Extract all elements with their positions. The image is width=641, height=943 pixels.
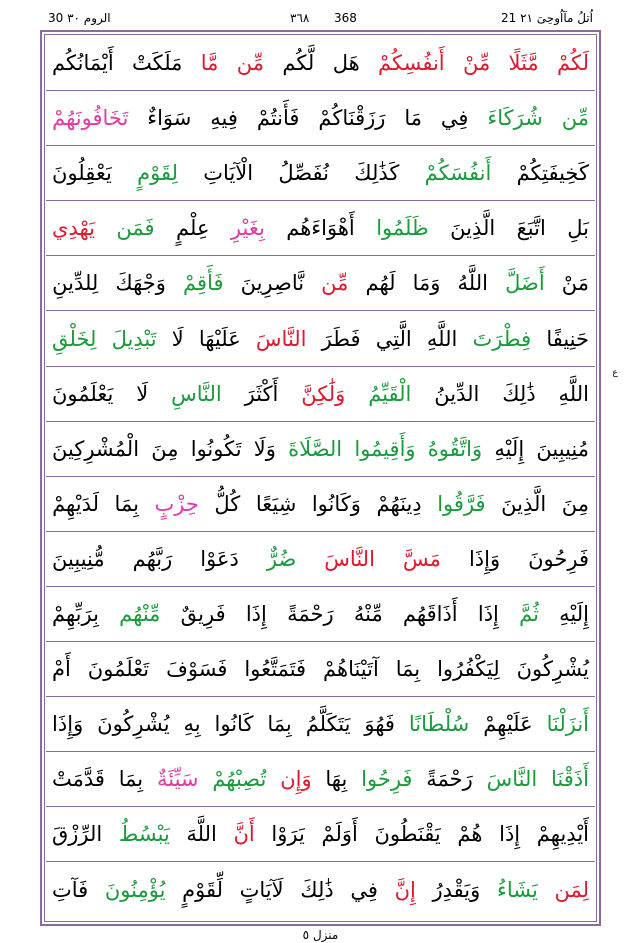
word: لَدَيْهِمْ — [52, 491, 99, 516]
text-line — [46, 256, 595, 311]
word: يُشْرِكُونَ — [516, 657, 589, 682]
word: بِغَيْرِ — [230, 216, 265, 241]
word: فِي — [350, 877, 378, 902]
word: اللَّهِ — [558, 381, 589, 406]
word: أَذَاقَهُم — [402, 601, 458, 626]
text-line — [46, 642, 595, 697]
word: فَرَّقُوا — [437, 491, 486, 516]
word: مُنِيبِينَ — [536, 436, 589, 461]
word: مِّنْ — [462, 51, 491, 76]
word: دَعَوْا — [200, 546, 239, 571]
word: رَحْمَةً — [287, 601, 334, 626]
word: إِذَا — [245, 601, 267, 626]
word: الْقَيِّمُ — [368, 381, 412, 406]
word: لِيَكْفُرُوا — [437, 657, 500, 682]
word: تَكُونُوا — [190, 436, 242, 461]
word: أَمْ — [52, 657, 71, 682]
word: النَّاسَ — [324, 546, 375, 571]
word: وَلَٰكِنَّ — [301, 381, 346, 406]
word: وَاتَّقُوهُ — [427, 436, 483, 461]
word: كُلُّ — [214, 491, 241, 516]
word: اللَّهُ — [457, 271, 488, 296]
word: لِّقَوْمٍ — [182, 877, 223, 902]
word: أَضَلَّ — [505, 271, 545, 296]
word: شُرَكَاءَ — [487, 106, 543, 131]
word: يَقْنَطُونَ — [374, 822, 441, 847]
word: يَرَوْا — [271, 822, 305, 847]
ruku-marker: ع — [612, 368, 618, 378]
word: لَا — [136, 381, 149, 406]
word: فَأَقِمْ — [183, 271, 224, 296]
text-line — [46, 367, 595, 422]
word: النَّاسِ — [171, 381, 222, 406]
word: رَحْمَةً — [426, 767, 473, 792]
word: يَشَاءُ — [496, 877, 538, 902]
word: وَجْهَكَ — [115, 271, 166, 296]
word: حِزْبٍ — [154, 491, 199, 516]
text-line — [46, 697, 595, 752]
word: فَهُوَ — [364, 712, 395, 737]
word: عَلَيْهَا — [198, 326, 241, 351]
word: ظَلَمُوا — [376, 216, 429, 241]
juz-name: 21 اُتلُ مآاُوحِیَ ٢١ — [500, 11, 593, 25]
word: اتَّبَعَ — [516, 216, 546, 241]
word: أَيْدِيهِمْ — [536, 822, 589, 847]
word: يُؤْمِنُونَ — [104, 877, 166, 902]
word: بِمَا — [267, 712, 292, 737]
word: لَا — [171, 326, 184, 351]
word: يَهْدِي — [52, 216, 95, 241]
word: الَّتِي — [375, 326, 412, 351]
word: إِلَيْهِ — [494, 436, 525, 461]
word: يَتَكَلَّمُ — [305, 712, 351, 737]
word: هَل — [332, 51, 360, 76]
word: فَآتِ — [52, 877, 89, 902]
word: الْمُشْرِكِينَ — [52, 436, 140, 461]
word: فَأَنتُمْ — [256, 106, 300, 131]
word: وَإِذَا — [468, 546, 501, 571]
word: ذَٰلِكَ — [502, 381, 536, 406]
word: نُفَصِّلُ — [278, 161, 329, 186]
word: فَسَوْفَ — [166, 657, 228, 682]
word: كَذَٰلِكَ — [354, 161, 400, 186]
word: ثُمَّ — [519, 601, 539, 626]
word: لَكُمْ — [557, 51, 589, 76]
word: لَآيَاتٍ — [239, 877, 284, 902]
word: مِّن — [561, 106, 589, 131]
word: مِنَ — [561, 491, 589, 516]
word: مِّنْهُ — [353, 601, 383, 626]
word: مِنَ — [151, 436, 179, 461]
word: هُمْ — [457, 822, 483, 847]
word: كَخِيفَتِكُمْ — [516, 161, 589, 186]
page-number-urdu: ٣٦٨ — [290, 11, 310, 25]
text-line — [46, 477, 595, 532]
word: أَوَلَمْ — [321, 822, 358, 847]
word: تَخَافُونَهُمْ — [52, 106, 129, 131]
text-line — [46, 146, 595, 201]
text-line — [46, 532, 595, 587]
text-line — [46, 36, 595, 91]
word: إِلَيْهِ — [559, 601, 589, 626]
word: لَهُم — [365, 271, 396, 296]
word: إِذَا — [477, 601, 499, 626]
word: وَأَقِيمُوا — [354, 436, 416, 461]
word: بِهِ — [183, 712, 201, 737]
word: فَرِحُوا — [361, 767, 413, 792]
word: تَبْدِيلَ — [111, 326, 157, 351]
word: حَنِيفًا — [546, 326, 589, 351]
word: نَّاصِرِينَ — [240, 271, 305, 296]
word: وَمَا — [412, 271, 441, 296]
word: لِخَلْقِ — [52, 326, 97, 351]
word: يَبْسُطُ — [118, 822, 170, 847]
word: مَلَكَتْ — [132, 51, 183, 76]
word: الَّذِينَ — [450, 216, 496, 241]
word: النَّاسَ — [486, 767, 538, 792]
word: فَتَمَتَّعُوا — [244, 657, 307, 682]
word: مُّنِيبِينَ — [52, 546, 105, 571]
word: وَيَقْدِرُ — [432, 877, 481, 902]
word: عَلَيْهِمْ — [483, 712, 533, 737]
word: مِّن — [321, 271, 349, 296]
word: يَعْلَمُونَ — [52, 381, 114, 406]
word: لَّكُم — [282, 51, 315, 76]
word: فَرِحُونَ — [528, 546, 589, 571]
word: بِمَا — [114, 491, 139, 516]
word: تُصِبْهُمْ — [212, 767, 267, 792]
word: إِنَّ — [394, 877, 416, 902]
word: الَّذِينَ — [501, 491, 547, 516]
word: النَّاسَ — [255, 326, 307, 351]
word: مِّن — [236, 51, 265, 76]
word: اللَّهَ — [186, 822, 217, 847]
word: مِّنْهُم — [119, 601, 161, 626]
word: أَذَقْنَا — [551, 767, 589, 792]
word: سُلْطَانًا — [408, 712, 470, 737]
text-line — [46, 422, 595, 477]
page-header — [44, 8, 597, 30]
word: وَإِن — [280, 767, 312, 792]
word: فَطَرَ — [321, 326, 361, 351]
text-line — [46, 91, 595, 146]
word: فِيهِ — [210, 106, 238, 131]
word: مَنْ — [561, 271, 589, 296]
word: أَنفُسِكُمْ — [378, 51, 445, 76]
word: أَنَّ — [233, 822, 255, 847]
word: لِمَن — [554, 877, 589, 902]
word: فِطْرَتَ — [472, 326, 532, 351]
word: رَبَّهُم — [132, 546, 173, 571]
word: فَرِيقٌ — [180, 601, 226, 626]
word: أَنزَلْنَا — [546, 712, 589, 737]
word: دِينَهُمْ — [376, 491, 422, 516]
word: مَسَّ — [402, 546, 441, 571]
word: أَنفُسَكُمْ — [424, 161, 492, 186]
word: لِقَوْمٍ — [137, 161, 178, 186]
word: الرِّزْقَ — [52, 822, 103, 847]
word: يُشْرِكُونَ — [97, 712, 170, 737]
word: اللَّهِ — [426, 326, 458, 351]
word: الْآيَاتِ — [203, 161, 254, 186]
word: بِرَبِّهِمْ — [52, 601, 99, 626]
manzil-footer: منزل ٥ — [302, 928, 339, 942]
word: أَكْثَرَ — [244, 381, 279, 406]
word: الصَّلَاةَ — [288, 436, 343, 461]
word: إِذَا — [499, 822, 521, 847]
word: عِلْمٍ — [176, 216, 210, 241]
text-line — [46, 862, 595, 917]
word: مَّا — [200, 51, 219, 76]
word: الدِّينُ — [434, 381, 480, 406]
word: رَزَقْنَاكُمْ — [318, 106, 386, 131]
word: فَمَن — [116, 216, 155, 241]
text-line — [46, 311, 595, 366]
quran-text-block — [46, 36, 595, 918]
word: تَعْلَمُونَ — [87, 657, 150, 682]
word: مَا — [404, 106, 422, 131]
word: سَيِّئَةٌ — [156, 767, 199, 792]
surah-name: 30 الروم ٣٠ — [48, 11, 111, 25]
word: ذَٰلِكَ — [300, 877, 334, 902]
word: قَدَّمَتْ — [52, 767, 105, 792]
text-line — [46, 752, 595, 807]
page-number: 368 — [334, 11, 357, 25]
text-line — [46, 807, 595, 862]
word: أَهْوَاءَهُم — [286, 216, 355, 241]
word: فِي — [440, 106, 469, 131]
word: يَعْقِلُونَ — [52, 161, 112, 186]
text-line — [46, 587, 595, 642]
word: بَلِ — [567, 216, 589, 241]
word: ضُرٌّ — [266, 546, 297, 571]
word: بِهَا — [325, 767, 348, 792]
word: بِمَا — [118, 767, 144, 792]
word: أَيْمَانُكُم — [52, 51, 114, 76]
word: بِمَا — [395, 657, 421, 682]
word: لِلدِّينِ — [52, 271, 99, 296]
word: مَّثَلًا — [508, 51, 539, 76]
word: آتَيْنَاهُمْ — [323, 657, 379, 682]
word: وَكَانُوا — [311, 491, 361, 516]
text-line — [46, 201, 595, 256]
word: سَوَاءٌ — [147, 106, 192, 131]
word: شِيَعًا — [255, 491, 297, 516]
word: وَلَا — [253, 436, 276, 461]
word: وَإِذَا — [52, 712, 84, 737]
word: كَانُوا — [214, 712, 254, 737]
